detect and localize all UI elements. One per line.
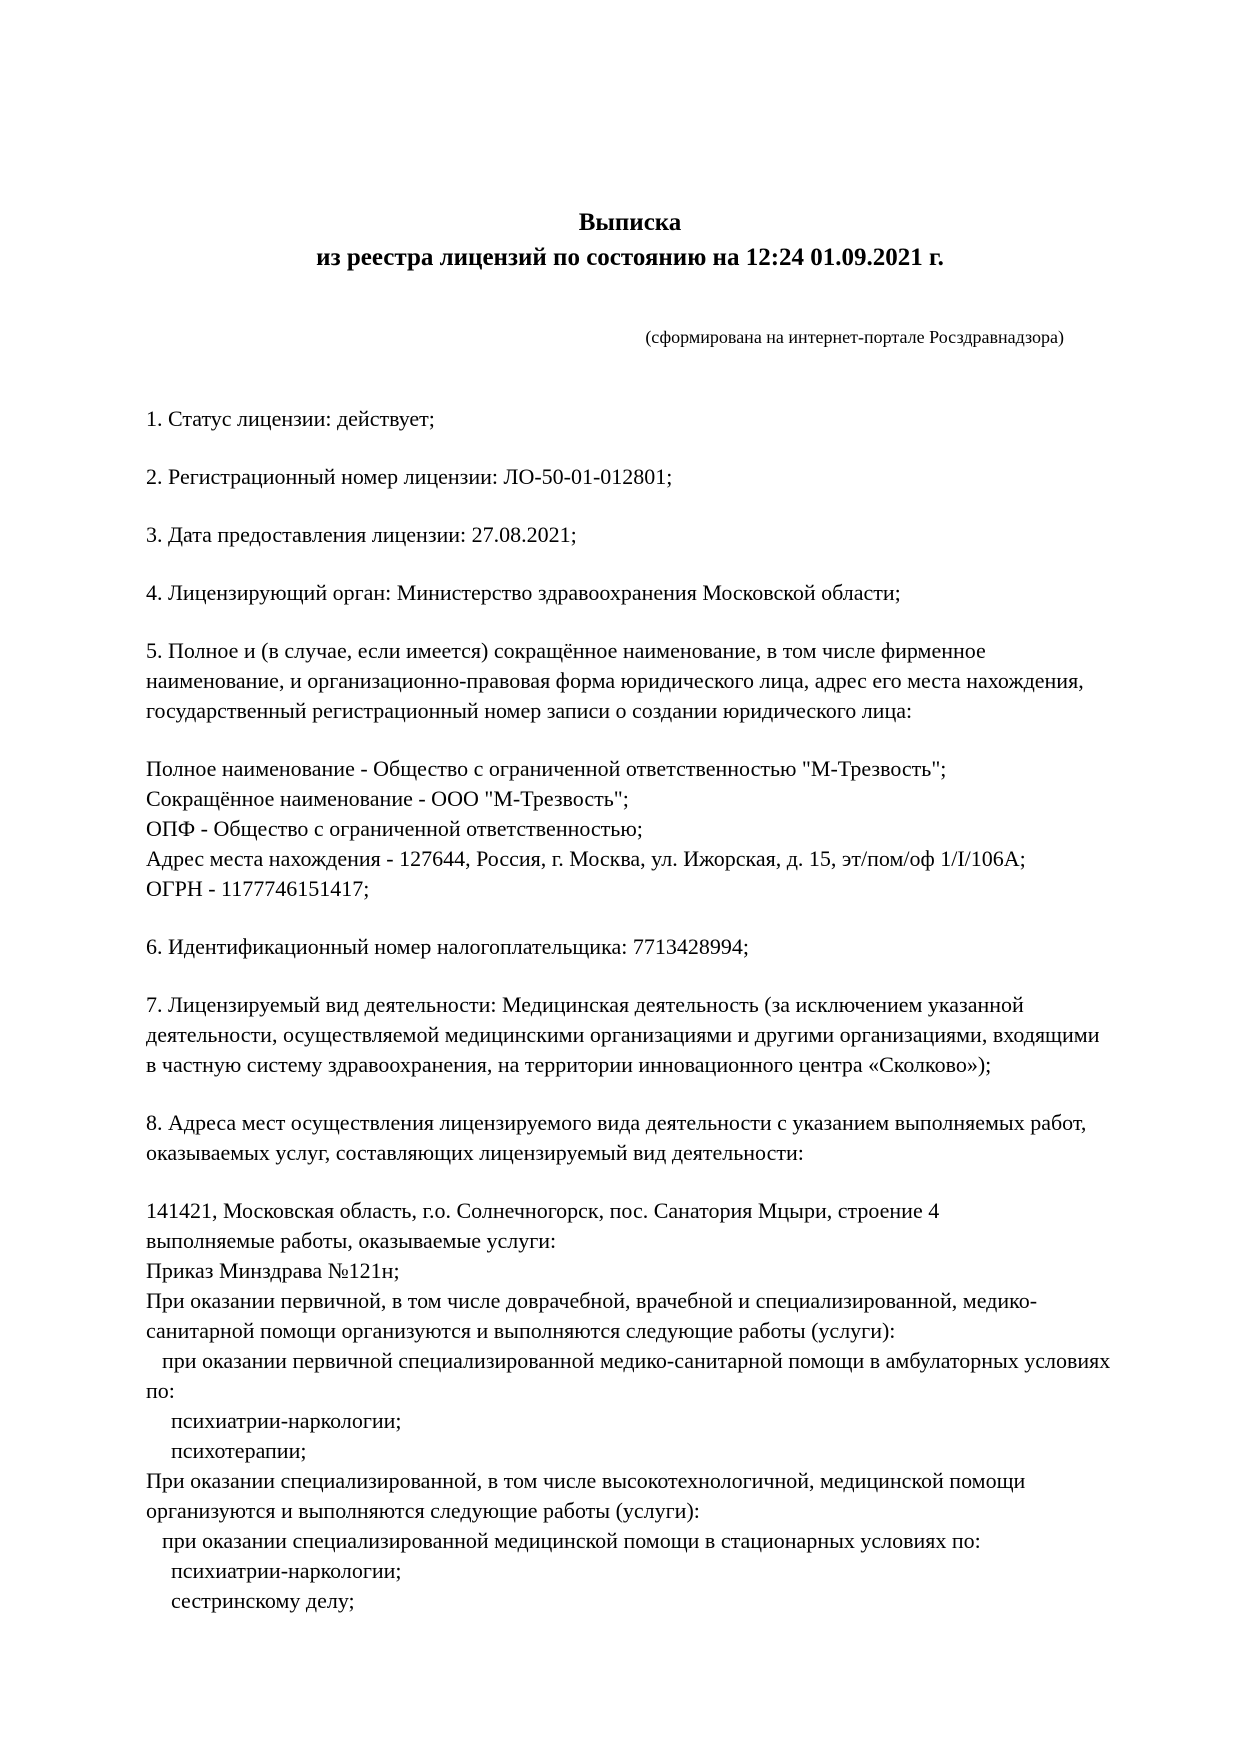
activity-address-line: 141421, Московская область, г.о. Солнечногорск, пос. Санатория Мцыри, строение 4 bbox=[146, 1198, 940, 1223]
specialized-care-paragraph: При оказании специализированной, в том числе высокотехнологичной, медицинской помощи организуются и выполняются следующие работы (услуги): bbox=[146, 1468, 1026, 1523]
license-status-line: 1. Статус лицензии: действует; bbox=[146, 406, 435, 431]
org-address-line: Адрес места нахождения - 127644, Россия, г. Москва, ул. Ижорская, д. 15, эт/пом/оф 1/I/106А; bbox=[146, 846, 1026, 871]
ministry-order-line: Приказ Минздрава №121н; bbox=[146, 1258, 400, 1283]
license-reg-number-line: 2. Регистрационный номер лицензии: ЛО-50-01-012801; bbox=[146, 464, 673, 489]
works-services-header-line: выполняемые работы, оказываемые услуги: bbox=[146, 1228, 557, 1253]
licensed-activity-type-paragraph: 7. Лицензируемый вид деятельности: Медицинская деятельность (за исключением указанной деятельности, осуществляемой медицинскими организациями и другими организациями, входящими в частную систему здравоохранения, на территории инновационного центра «Сколково»); bbox=[146, 992, 1100, 1077]
org-full-name-line: Полное наименование - Общество с ограниченной ответственностью "М-Трезвость"; bbox=[146, 756, 947, 781]
license-issue-date-line: 3. Дата предоставления лицензии: 27.08.2021; bbox=[146, 522, 577, 547]
page-title bbox=[146, 205, 1114, 275]
org-short-name-line: Сокращённое наименование - ООО "М-Трезвость"; bbox=[146, 786, 629, 811]
title-line-2: из реестра лицензий по состоянию на 12:24 01.09.2021 г. bbox=[316, 244, 944, 271]
document-subtitle: (сформирована на интернет-портале Росздравнадзора) bbox=[645, 327, 1064, 347]
specialized-service-psychiatry-narcology: психиатрии-наркологии; bbox=[171, 1558, 402, 1583]
taxpayer-inn-line: 6. Идентификационный номер налогоплательщика: 7713428994; bbox=[146, 934, 749, 959]
title-line-1: Выписка bbox=[578, 209, 682, 236]
org-ogrn-line: ОГРН - 1177746151417; bbox=[146, 876, 370, 901]
organization-heading: 5. Полное и (в случае, если имеется) сокращённое наименование, в том числе фирменное наименование, и организационно-правовая форма юридического лица, адрес его места нахождения, государственный регистрационный номер записи о создании юридического лица: bbox=[146, 638, 1084, 723]
specialized-inpatient-paragraph: при оказании специализированной медицинской помощи в стационарных условиях по: bbox=[162, 1528, 981, 1553]
org-legal-form-line: ОПФ - Общество с ограниченной ответственностью; bbox=[146, 816, 643, 841]
activity-addresses-heading: 8. Адреса мест осуществления лицензируемого вида деятельности с указанием выполняемых работ, оказываемых услуг, составляющих лицензируемый вид деятельности: bbox=[146, 1110, 1087, 1165]
organization-details-block bbox=[146, 754, 1114, 904]
activity-address-block bbox=[146, 1196, 1114, 1616]
specialized-service-nursing: сестринскому делу; bbox=[171, 1588, 355, 1613]
primary-service-psychiatry-narcology: психиатрии-наркологии; bbox=[171, 1408, 402, 1433]
primary-service-psychotherapy: психотерапии; bbox=[171, 1438, 307, 1463]
licensing-authority-line: 4. Лицензирующий орган: Министерство здравоохранения Московской области; bbox=[146, 580, 901, 605]
primary-care-paragraph: При оказании первичной, в том числе доврачебной, врачебной и специализированной, медико-санитарной помощи организуются и выполняются следующие работы (услуги): bbox=[146, 1288, 1038, 1343]
primary-outpatient-paragraph: при оказании первичной специализированной медико-санитарной помощи в амбулаторных условиях по: bbox=[146, 1348, 1111, 1403]
